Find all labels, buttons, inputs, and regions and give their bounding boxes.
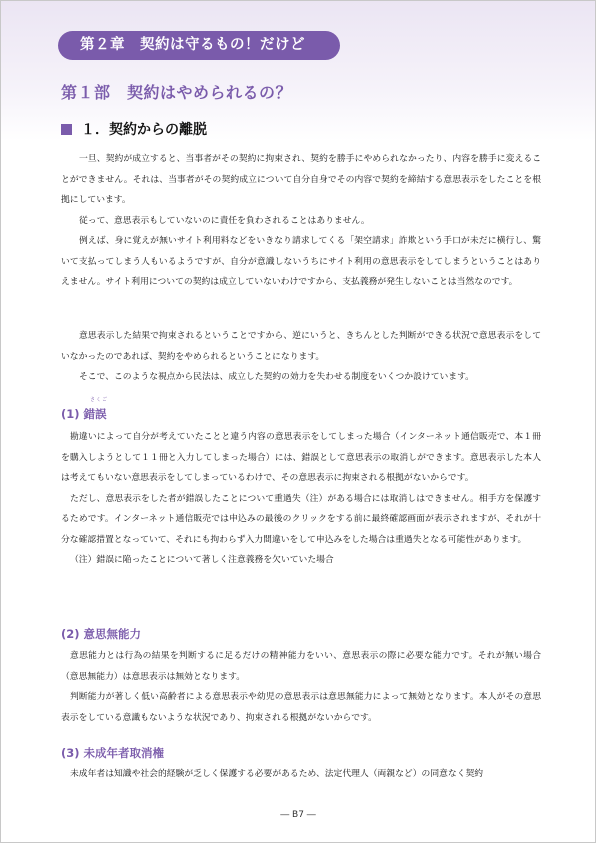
chapter-title-banner: 第２章 契約は守るもの！だけど: [58, 31, 340, 60]
subheading-mistake: (1) 錯誤: [61, 407, 107, 421]
note: （注）錯誤に陥ったことについて著しく注意義務を欠いていた場合: [70, 555, 334, 565]
paragraph: 判断能力が著しく低い高齢者による意思表示や幼児の意思表示は意思無能力によって無効となります。本人がその意思表示をしている意識もないような状況であり、拘束される根拠がないからです。: [61, 692, 541, 723]
page-number: ― B7 ―: [280, 810, 316, 820]
paragraph-block-3: [61, 427, 541, 571]
paragraph: 例えば、身に覚えが無いサイト利用料などをいきなり請求してくる「架空請求」詐欺という手口が未だに横行し、驚いて支払ってしまう人もいるようですが、自分が意識しないうちにサイト利用の意思表示をしてしまうということはありえません。サイト利用についての契約は成立していないわけですから、支払義務が発生しないことは当然なのです。: [61, 236, 541, 287]
section-heading: [61, 119, 207, 139]
paragraph: ただし、意思表示をした者が錯誤したことについて重過失（注）がある場合には取消しはできません。相手方を保護するためです。インターネット通信販売では申込みの最後のクリックをする前に最終確認画面が表示されますが、それが十分な確認措置となっていて、それにも拘わらず入力間違いをして申込みをした場合は重過失となる可能性があります。: [61, 493, 541, 545]
paragraph-block-5: [61, 764, 541, 785]
paragraph: 一旦、契約が成立すると、当事者がその契約に拘束され、契約を勝手にやめられなかったり、内容を勝手に変えることができません。それは、当事者がその契約成立について自分自身でその内容で契約を締結する意思表示をしたことを根拠にしています。: [61, 154, 541, 205]
paragraph: 未成年者は知識や社会的経験が乏しく保護する必要があるため、法定代理人（両親など）の同意なく契約: [70, 769, 484, 779]
part-heading: 第１部 契約はやめられるの？: [61, 83, 293, 102]
paragraph-block-4: [61, 646, 541, 728]
furigana: さくご: [90, 397, 109, 403]
subheading-incapacity: (2) 意思無能力: [61, 627, 142, 641]
paragraph: 意思能力とは行為の結果を判断するに足るだけの精神能力をいい、意思表示の際に必要な能力です。それが無い場合（意思無能力）は意思表示は無効となります。: [61, 651, 541, 682]
paragraph: 意思表示した結果で拘束されるということですから、逆にいうと、きちんとした判断ができる状況で意思表示をしていなかったのであれば、契約をやめられるということになります。: [61, 331, 541, 362]
paragraph-block-1: [61, 149, 541, 293]
paragraph: 従って、意思表示もしていないのに責任を負わされることはありません。: [79, 215, 370, 226]
section-heading-text: １．契約からの離脱: [81, 122, 207, 138]
paragraph-block-2: [61, 326, 541, 388]
subheading-minor-cancellation: (3) 未成年者取消権: [61, 746, 165, 760]
paragraph: 勘違いによって自分が考えていたことと違う内容の意思表示をしてしまった場合（インターネット通信販売で、本１冊を購入しようとして１１冊と入力してしまった場合）には、錯誤として意思表示の取消しができます。意思表示した本人は考えてもいない意思表示をしてしまっているわけで、その意思表示に拘束される根拠がないからです。: [61, 432, 541, 483]
square-bullet-icon: [61, 124, 72, 135]
paragraph: そこで、このような視点から民法は、成立した契約の効力を失わせる制度をいくつか設けています。: [79, 372, 474, 382]
